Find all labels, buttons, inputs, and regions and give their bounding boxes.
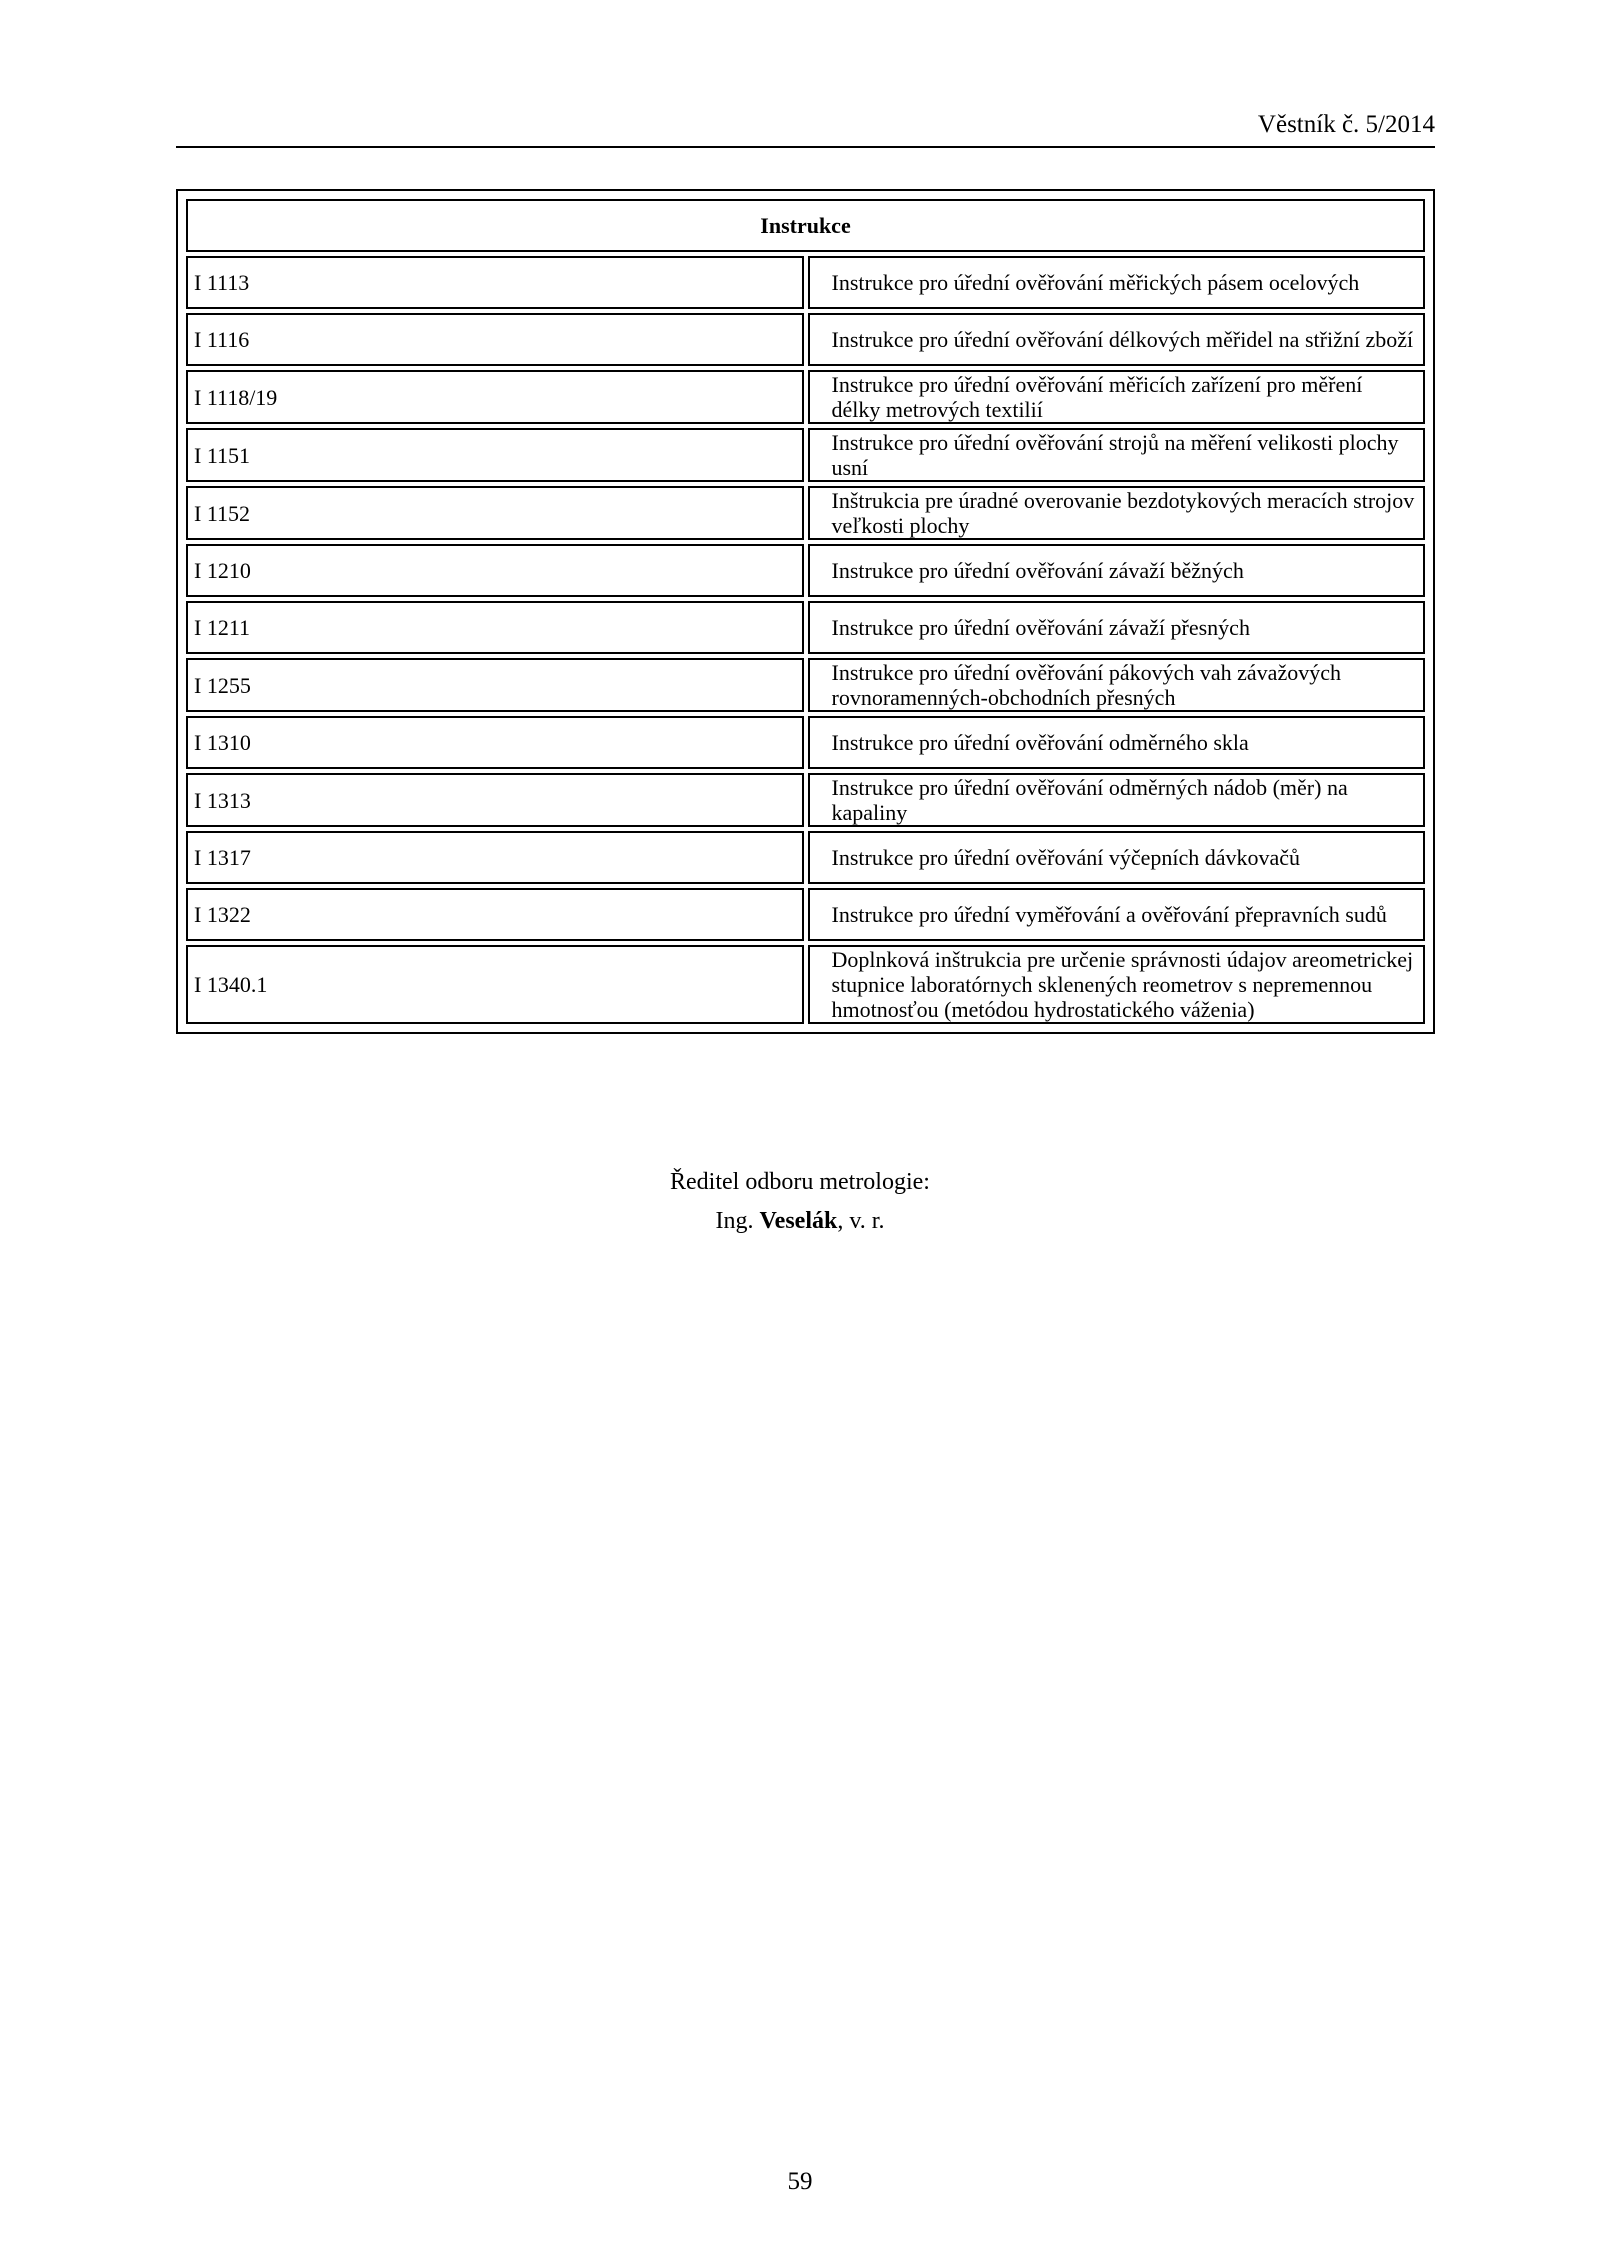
instruction-code: I 1313	[186, 773, 804, 827]
table-title-row	[186, 199, 1425, 252]
table-row	[186, 773, 1425, 827]
instruction-code: I 1116	[186, 313, 804, 366]
signature-suffix: , v. r.	[837, 1208, 885, 1234]
table-row	[186, 658, 1425, 712]
instruction-title: Instrukce pro úřední ověřování závaží běžných	[808, 544, 1426, 597]
instruction-code: I 1211	[186, 601, 804, 654]
header-rule	[176, 146, 1435, 148]
instruction-title: Instrukce pro úřední ověřování strojů na měření velikosti plochy usní	[808, 428, 1426, 482]
instructions-table	[182, 195, 1429, 1028]
instruction-title: Instrukce pro úřední ověřování délkových měřidel na střižní zboží	[808, 313, 1426, 366]
table-row	[186, 313, 1425, 366]
instruction-code: I 1340.1	[186, 945, 804, 1024]
instruction-title: Instrukce pro úřední ověřování pákových vah závažových rovnoramenných-obchodních přesných	[808, 658, 1426, 712]
table-row	[186, 544, 1425, 597]
instruction-title: Instrukce pro úřední ověřování odměrného skla	[808, 716, 1426, 769]
table-row	[186, 428, 1425, 482]
table-row	[186, 716, 1425, 769]
signature-name	[0, 1202, 1600, 1241]
signature-surname: Veselák	[759, 1208, 838, 1234]
instruction-title: Inštrukcia pre úradné overovanie bezdotykových meracích strojov veľkosti plochy	[808, 486, 1426, 540]
instruction-code: I 1152	[186, 486, 804, 540]
instruction-title: Instrukce pro úřední ověřování měřicích zařízení pro měření délky metrových textilií	[808, 370, 1426, 424]
table-row	[186, 256, 1425, 309]
instruction-title: Instrukce pro úřední vyměřování a ověřování přepravních sudů	[808, 888, 1426, 941]
instruction-title: Instrukce pro úřední ověřování výčepních dávkovačů	[808, 831, 1426, 884]
instruction-code: I 1118/19	[186, 370, 804, 424]
instruction-code: I 1151	[186, 428, 804, 482]
table-row	[186, 601, 1425, 654]
signature-role: Ředitel odboru metrologie:	[670, 1169, 930, 1195]
instruction-code: I 1322	[186, 888, 804, 941]
table-title: Instrukce	[186, 199, 1425, 252]
instruction-code: I 1317	[186, 831, 804, 884]
instruction-code: I 1113	[186, 256, 804, 309]
table-row	[186, 831, 1425, 884]
signature-prefix: Ing.	[715, 1208, 754, 1234]
table-row	[186, 486, 1425, 540]
signature-block	[0, 1163, 1600, 1241]
table-row	[186, 888, 1425, 941]
instruction-code: I 1210	[186, 544, 804, 597]
journal-header: Věstník č. 5/2014	[1257, 111, 1435, 138]
table-row	[186, 945, 1425, 1024]
table-row	[186, 370, 1425, 424]
instructions-table-frame	[176, 189, 1435, 1034]
instruction-title: Instrukce pro úřední ověřování závaží přesných	[808, 601, 1426, 654]
instruction-title: Doplnková inštrukcia pre určenie správnosti údajov areometrickej stupnice laboratórnych sklenených reometrov s nepremennou hmotnosťou (metódou hydrostatického váženia)	[808, 945, 1426, 1024]
instruction-code: I 1310	[186, 716, 804, 769]
instruction-title: Instrukce pro úřední ověřování odměrných nádob (měr) na kapaliny	[808, 773, 1426, 827]
page-number: 59	[787, 2168, 813, 2195]
instruction-code: I 1255	[186, 658, 804, 712]
instruction-title: Instrukce pro úřední ověřování měřických pásem ocelových	[808, 256, 1426, 309]
